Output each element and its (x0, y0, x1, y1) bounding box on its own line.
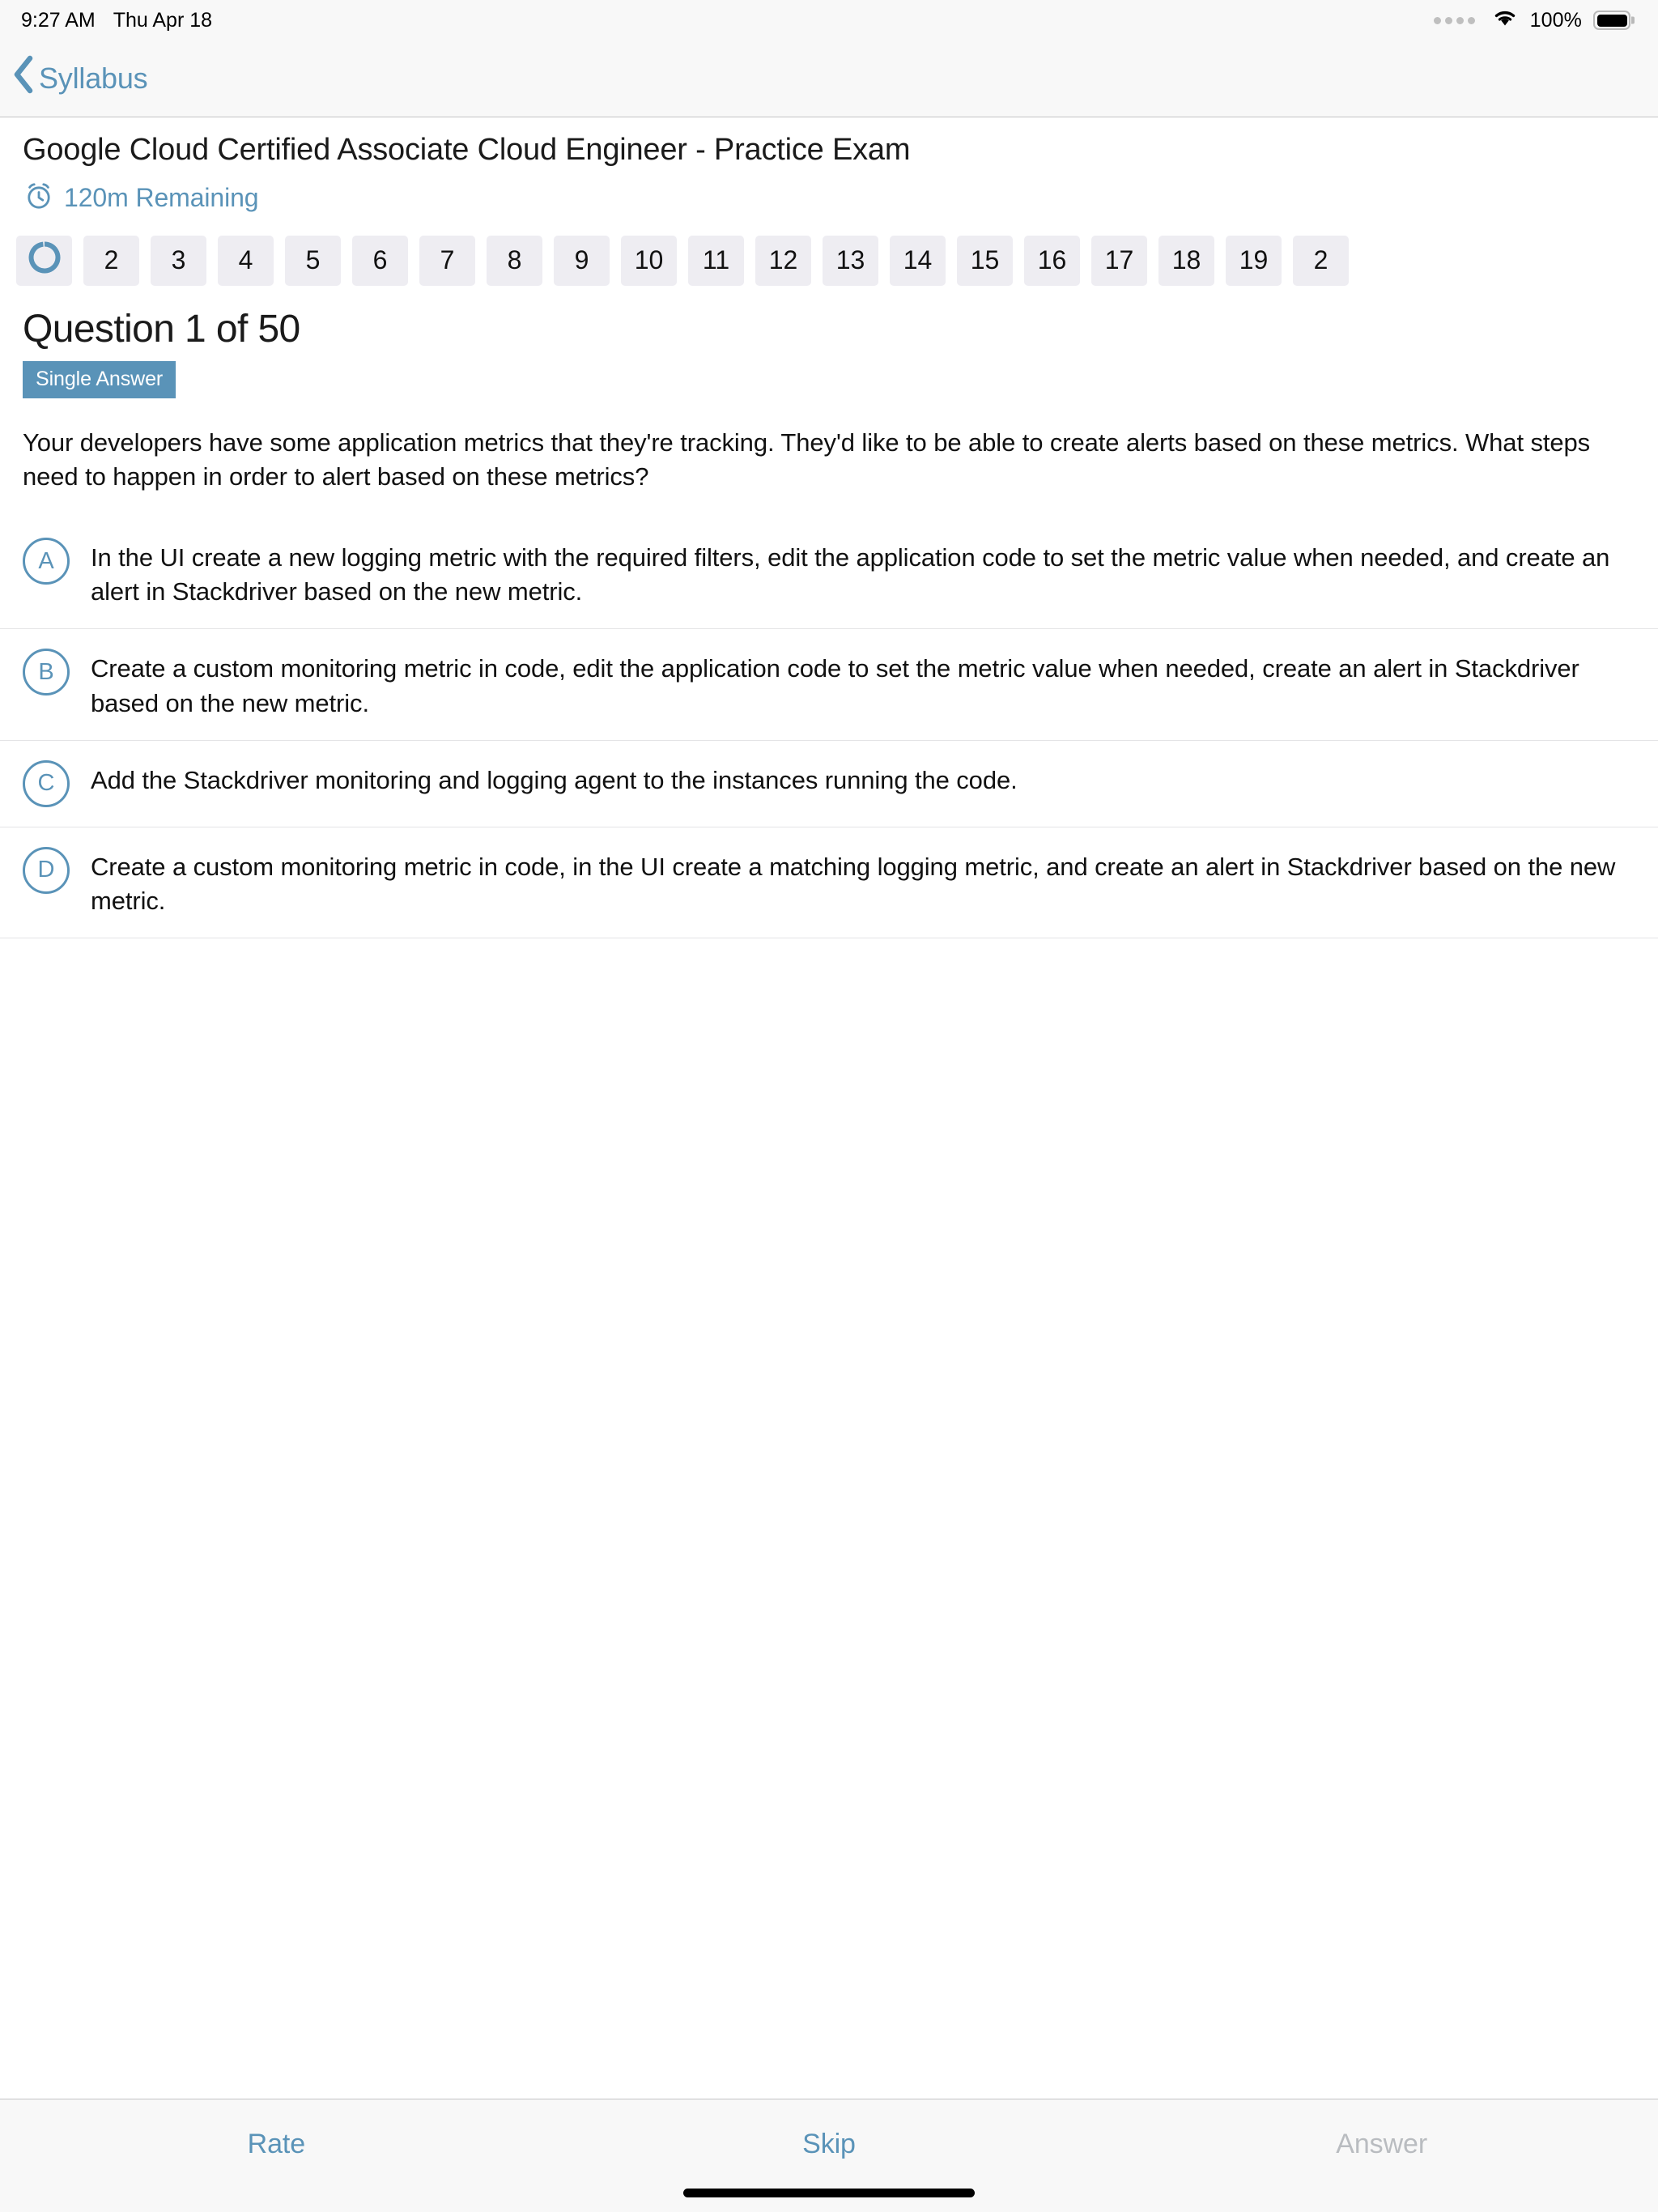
status-badge: Single Answer (23, 361, 176, 398)
bottom-toolbar (0, 2099, 1658, 2212)
chevron-left-icon (11, 55, 36, 101)
question-pill[interactable]: 15 (957, 236, 1013, 286)
option-letter-circle: C (23, 760, 70, 807)
answer-option-b[interactable] (0, 629, 1658, 740)
option-text: Add the Stackdriver monitoring and logging agent to the instances running the code. (91, 765, 1018, 794)
navigation-bar (0, 40, 1658, 117)
question-pill[interactable]: 18 (1158, 236, 1214, 286)
question-pill[interactable]: 2 (83, 236, 139, 286)
question-pill[interactable]: 2 (1293, 236, 1349, 286)
option-letter-circle: B (23, 649, 70, 696)
question-pill[interactable]: 9 (554, 236, 610, 286)
status-time: 9:27 AM (21, 8, 96, 32)
option-text: Create a custom monitoring metric in code, in the UI create a matching logging metric, and create an alert in Stackdriver based on the new metric. (91, 852, 1616, 915)
status-date: Thu Apr 18 (113, 8, 213, 32)
question-type-badge-wrap (0, 351, 1658, 398)
status-bar-right (1434, 7, 1630, 34)
option-text: In the UI create a new logging metric with the required filters, edit the application code to set the metric value when needed, and create an alert in Stackdriver based on the new metric. (91, 543, 1610, 606)
question-content (0, 117, 1658, 2099)
back-button-syllabus[interactable] (11, 57, 147, 101)
question-pill[interactable]: 11 (688, 236, 744, 286)
timer-row (0, 168, 1658, 215)
rate-button[interactable]: Rate (247, 2129, 306, 2159)
question-pill-current[interactable] (16, 236, 72, 286)
signal-dots-icon (1434, 17, 1475, 24)
question-prompt: Your developers have some application metrics that they're tracking. They'd like to be able to create alerts based on these metrics. What steps need to happen in order to alert based on these metrics? (23, 428, 1591, 491)
question-navigator-strip[interactable] (0, 215, 1658, 286)
question-pill[interactable]: 10 (621, 236, 677, 286)
progress-ring-icon (27, 240, 62, 282)
battery-percent-label: 100% (1529, 8, 1582, 32)
option-letter-circle: A (23, 538, 70, 585)
answer-option-a[interactable] (0, 518, 1658, 629)
answer-option-c[interactable] (0, 741, 1658, 827)
home-indicator (683, 2189, 975, 2197)
answer-option-d[interactable] (0, 827, 1658, 938)
question-pill[interactable]: 6 (352, 236, 408, 286)
question-pill[interactable]: 3 (151, 236, 206, 286)
exam-title: Google Cloud Certified Associate Cloud Engineer - Practice Exam (23, 133, 911, 167)
question-pill[interactable]: 14 (890, 236, 946, 286)
skip-button[interactable]: Skip (802, 2129, 856, 2159)
back-button-label: Syllabus (39, 62, 148, 95)
status-bar-left (21, 9, 212, 32)
question-pill[interactable]: 12 (755, 236, 811, 286)
question-pill[interactable]: 8 (487, 236, 542, 286)
alarm-clock-icon (24, 181, 53, 215)
answer-button: Answer (1336, 2129, 1428, 2159)
battery-full-icon (1593, 11, 1630, 30)
question-pill[interactable]: 5 (285, 236, 341, 286)
question-pill[interactable]: 16 (1024, 236, 1080, 286)
question-pill[interactable]: 13 (823, 236, 878, 286)
timer-remaining-label: 120m Remaining (64, 182, 259, 212)
question-pill[interactable]: 7 (419, 236, 475, 286)
answer-options-list (0, 518, 1658, 938)
option-letter-circle: D (23, 847, 70, 894)
page-title: Question 1 of 50 (23, 307, 300, 351)
option-text: Create a custom monitoring metric in code, edit the application code to set the metric value when needed, create an alert in Stackdriver based on the new metric. (91, 654, 1579, 717)
question-pill[interactable]: 17 (1091, 236, 1147, 286)
question-pill[interactable]: 4 (218, 236, 274, 286)
wifi-icon (1491, 7, 1519, 34)
question-pill[interactable]: 19 (1226, 236, 1282, 286)
status-bar (0, 0, 1658, 40)
